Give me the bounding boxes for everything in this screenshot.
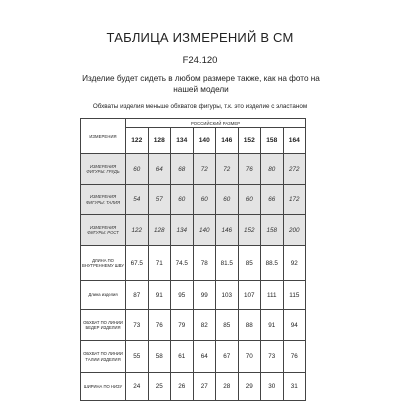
measurement-value: 140 <box>193 215 216 246</box>
measurement-value: 91 <box>261 310 284 341</box>
table-row <box>81 185 306 215</box>
fit-note: Изделие будет сидеть в любом размере также, как на фото на нашей модели <box>82 74 320 94</box>
measurement-value: 28 <box>216 373 239 401</box>
measurement-value: 60 <box>126 154 149 185</box>
measurement-value: 25 <box>148 373 171 401</box>
table-row <box>81 341 306 373</box>
measurement-value: 70 <box>238 341 261 373</box>
size-header: 128 <box>148 128 171 154</box>
table-row <box>81 373 306 401</box>
measurement-value: 91 <box>148 281 171 310</box>
measurement-value: 82 <box>193 310 216 341</box>
measurement-value: 72 <box>216 154 239 185</box>
table-row <box>81 281 306 310</box>
measurement-value: 79 <box>171 310 194 341</box>
measurement-value: 60 <box>193 185 216 215</box>
measurement-value: 92 <box>283 246 306 281</box>
measurement-value: 60 <box>238 185 261 215</box>
measurement-value: 200 <box>283 215 306 246</box>
measurement-value: 122 <box>126 215 149 246</box>
measurement-value: 29 <box>238 373 261 401</box>
row-label: ШИРИНА ПО НИЗУ <box>81 373 126 401</box>
measurement-value: 172 <box>283 185 306 215</box>
measurement-value: 73 <box>126 310 149 341</box>
measurement-value: 27 <box>193 373 216 401</box>
article-number: F24.120 <box>182 55 218 66</box>
table-row <box>81 215 306 246</box>
measurement-table <box>80 118 306 401</box>
measurement-value: 76 <box>283 341 306 373</box>
measurement-value: 73 <box>261 341 284 373</box>
measurement-value: 85 <box>216 310 239 341</box>
measurement-value: 66 <box>261 185 284 215</box>
measurement-value: 61 <box>171 341 194 373</box>
measurement-value: 74.5 <box>171 246 194 281</box>
measurement-value: 30 <box>261 373 284 401</box>
measurement-value: 81.5 <box>216 246 239 281</box>
measurement-value: 134 <box>171 215 194 246</box>
measurement-value: 72 <box>193 154 216 185</box>
size-header: 134 <box>171 128 194 154</box>
header-group-row <box>81 119 306 128</box>
measurement-value: 107 <box>238 281 261 310</box>
row-label: ИЗМЕРЕНИЯ ФИГУРЫ: ТАЛИЯ <box>81 185 126 215</box>
measurement-value: 94 <box>283 310 306 341</box>
measurement-value: 68 <box>171 154 194 185</box>
measurement-value: 26 <box>171 373 194 401</box>
size-header: 152 <box>238 128 261 154</box>
russian-size-header: РОССИЙСКИЙ РАЗМЕР <box>126 119 306 128</box>
measurement-value: 88 <box>238 310 261 341</box>
measurement-value: 146 <box>216 215 239 246</box>
row-label: ОБХВАТ ПО ЛИНИИ ТАЛИИ ИЗДЕЛИЯ <box>81 341 126 373</box>
size-header: 158 <box>261 128 284 154</box>
size-header: 164 <box>283 128 306 154</box>
row-label: ДЛИНА ПО ВНУТРЕННЕМУ ШВУ <box>81 246 126 281</box>
row-label: ИЗМЕРЕНИЯ ФИГУРЫ: ГРУДЬ <box>81 154 126 185</box>
row-label: ОБХВАТ ПО ЛИНИИ БЕДЕР ИЗДЕЛИЯ <box>81 310 126 341</box>
measurement-value: 87 <box>126 281 149 310</box>
size-header: 140 <box>193 128 216 154</box>
row-label: Длина изделия <box>81 281 126 310</box>
measurement-value: 103 <box>216 281 239 310</box>
measurement-value: 24 <box>126 373 149 401</box>
measurement-value: 158 <box>261 215 284 246</box>
measurement-value: 115 <box>283 281 306 310</box>
measurement-value: 85 <box>238 246 261 281</box>
table-row <box>81 310 306 341</box>
measurement-value: 80 <box>261 154 284 185</box>
measurement-value: 67 <box>216 341 239 373</box>
measurement-value: 60 <box>216 185 239 215</box>
measurement-value: 272 <box>283 154 306 185</box>
size-header: 122 <box>126 128 149 154</box>
measurement-value: 64 <box>193 341 216 373</box>
measurement-value: 31 <box>283 373 306 401</box>
measurement-value: 67.5 <box>126 246 149 281</box>
table-row <box>81 246 306 281</box>
measurement-value: 128 <box>148 215 171 246</box>
table-row <box>81 154 306 185</box>
measurement-value: 57 <box>148 185 171 215</box>
stretch-note: Обхваты изделия меньше обхватов фигуры, т.к. это изделие с эластаном <box>92 103 308 110</box>
measurement-value: 76 <box>238 154 261 185</box>
measurement-value: 78 <box>193 246 216 281</box>
measurement-value: 88.5 <box>261 246 284 281</box>
measurement-value: 76 <box>148 310 171 341</box>
measurements-header: ИЗМЕРЕНИЯ <box>81 119 126 154</box>
measurement-value: 99 <box>193 281 216 310</box>
measurement-value: 152 <box>238 215 261 246</box>
measurement-value: 64 <box>148 154 171 185</box>
measurement-value: 58 <box>148 341 171 373</box>
page-title: ТАБЛИЦА ИЗМЕРЕНИЙ В СМ <box>106 30 294 45</box>
measurement-value: 60 <box>171 185 194 215</box>
measurement-value: 55 <box>126 341 149 373</box>
measurement-value: 54 <box>126 185 149 215</box>
row-label: ИЗМЕРЕНИЯ ФИГУРЫ: РОСТ <box>81 215 126 246</box>
measurement-value: 95 <box>171 281 194 310</box>
measurement-value: 71 <box>148 246 171 281</box>
size-header: 146 <box>216 128 239 154</box>
measurement-value: 111 <box>261 281 284 310</box>
